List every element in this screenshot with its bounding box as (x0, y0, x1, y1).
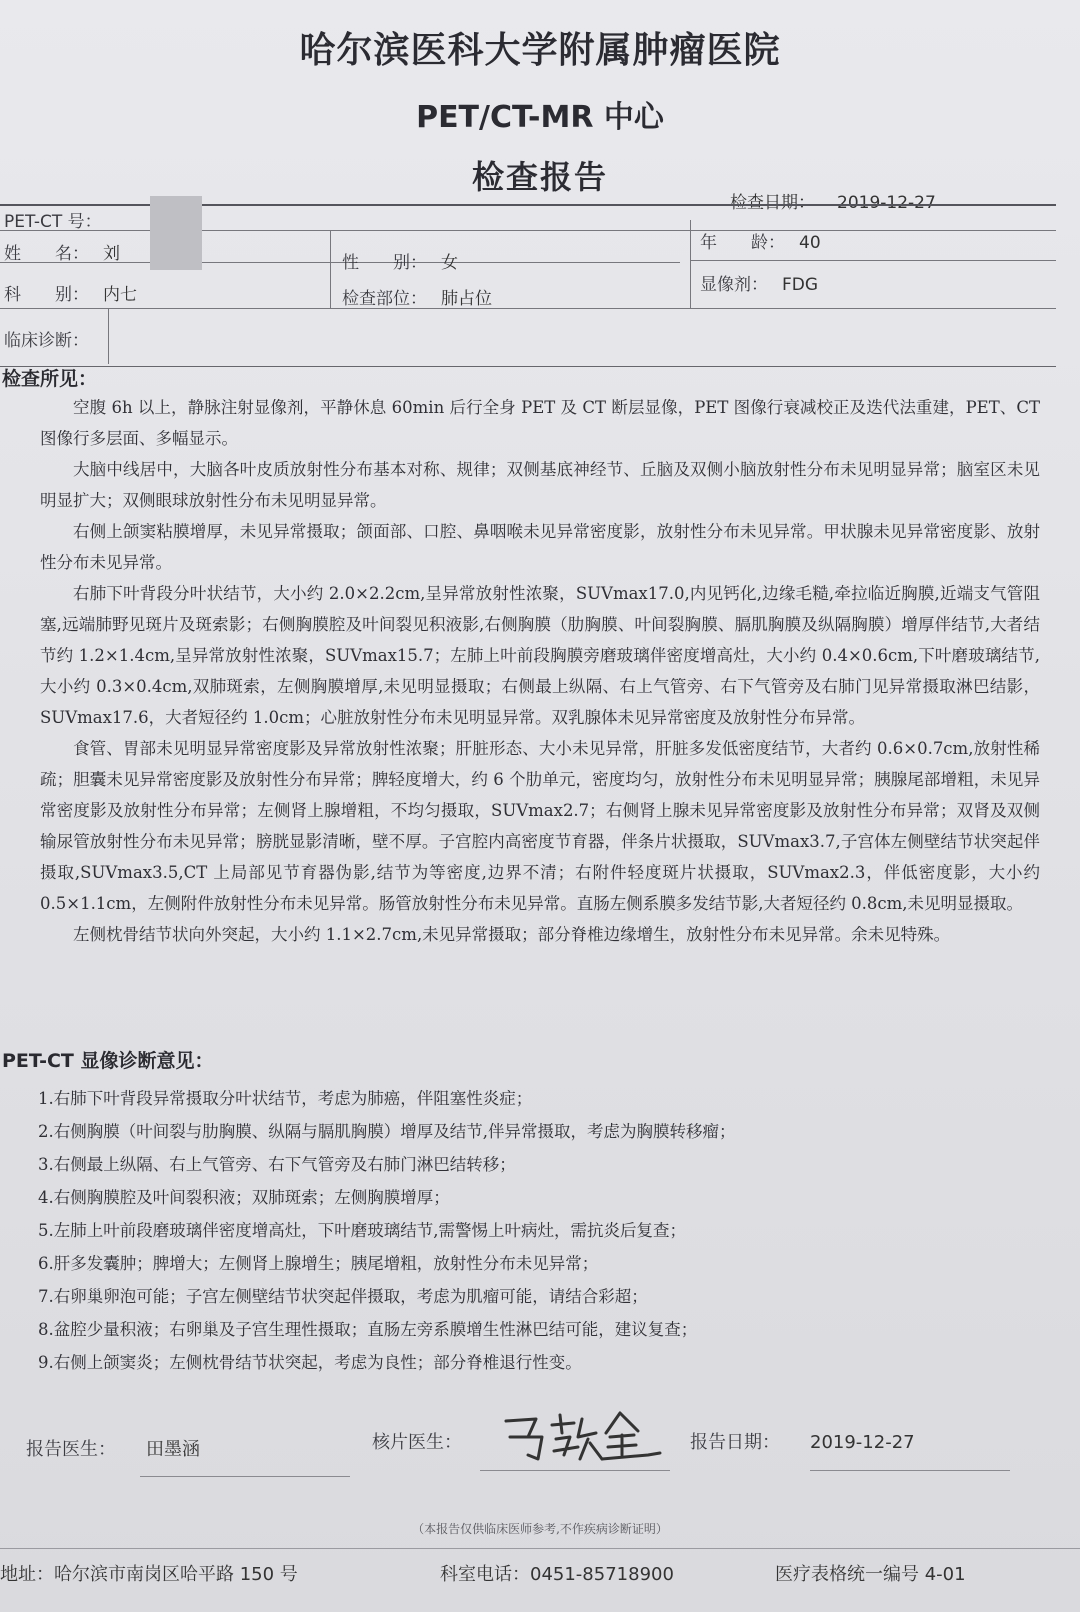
report-date-value: 2019-12-27 (810, 1432, 915, 1453)
diagnosis-item: 7.右卵巢卵泡可能；子宫左侧壁结节状突起伴摄取，考虑为肌瘤可能，请结合彩超； (38, 1287, 648, 1306)
name-field (4, 239, 120, 264)
reviewer-label: 核片医生： (372, 1432, 462, 1453)
findings-paragraph: 空腹 6h 以上，静脉注射显像剂，平静休息 60min 后行全身 PET 及 CT 断层显像，PET 图像行衰减校正及迭代法重建，PET、CT 图像行多层面、多幅显示。 (40, 398, 1040, 448)
findings-paragraph: 食管、胃部未见明显异常密度影及异常放射性浓聚；肝脏形态、大小未见异常，肝脏多发低密度结节，大者约 0.6×0.7cm,放射性稀疏；胆囊未见异常密度影及放射性分布异常；脾轻度增大，约 6 个肋单元，密度均匀，放射性分布未见明显异常；胰腺尾部增粗，未见异常密度影及放射性分布异常；左侧肾上腺增粗，不均匀摄取，SUVmax2.7；右侧肾上腺未见异常密度影及放射性分布异常；双肾及双侧输尿管放射性分布未见异常；膀胱显影清晰，壁不厚。子宫腔内高密度节育器，伴条片状摄取，SUVmax3.7,子宫体左侧壁结节状突起伴摄取,SUVmax3.5,CT 上局部见节育器伪影,结节为等密度,边界不清；右附件轻度斑片状摄取，SUVmax2.3，伴低密度影，大小约 0.5×1.1cm，左侧附件放射性分布未见异常。肠管放射性分布未见异常。直肠左侧系膜多发结节影,大者短径约 0.8cm,未见明显摄取。 (40, 739, 1040, 913)
footer-form-number: 医疗表格统一编号 4-01 (775, 1564, 966, 1585)
diagnosis-item: 2.右侧胸膜（叶间裂与肋胸膜、纵隔与膈肌胸膜）增厚及结节,伴异常摄取，考虑为胸膜转移瘤； (38, 1122, 736, 1141)
diagnosis-item: 5.左肺上叶前段磨玻璃伴密度增高灶，下叶磨玻璃结节,需警惕上叶病灶，需抗炎后复查； (38, 1221, 686, 1240)
reviewer-field (372, 1428, 462, 1454)
tracer-value: FDG (782, 275, 819, 295)
footer-phone: 科室电话：0451-85718900 (440, 1564, 674, 1585)
exam-site-value: 肺占位 (441, 289, 492, 309)
footer-address: 地址：哈尔滨市南岗区哈平路 150 号 (0, 1564, 298, 1585)
table-rule (108, 308, 109, 364)
table-rule (690, 220, 691, 308)
redaction-mark (150, 196, 202, 270)
gender-field (342, 248, 458, 273)
reporter-label: 报告医生： (26, 1439, 116, 1460)
reviewer-signature (498, 1403, 668, 1473)
reporter-field (26, 1435, 200, 1461)
hospital-name: 哈尔滨医科大学附属肿瘤医院 (299, 29, 781, 71)
footer-rule (0, 1548, 1080, 1549)
tracer-label: 显像剂： (700, 275, 768, 295)
clinical-diagnosis-field (4, 326, 89, 351)
findings-paragraph: 右肺下叶背段分叶状结节，大小约 2.0×2.2cm,呈异常放射性浓聚，SUVmax17.0,内见钙化,边缘毛糙,牵拉临近胸膜,近端支气管阻塞,远端肺野见斑片及斑索影；右侧胸膜腔及叶间裂见积液影,右侧胸膜（肋胸膜、叶间裂胸膜、膈肌胸膜及纵隔胸膜）增厚伴结节,大者结节约 1.2×1.4cm,呈异常放射性浓聚，SUVmax15.7；左肺上叶前段胸膜旁磨玻璃伴密度增高灶，大小约 0.4×0.6cm,下叶磨玻璃结节,大小约 0.3×0.4cm,双肺斑索，左侧胸膜增厚,未见明显摄取；右侧最上纵隔、右上气管旁、右下气管旁及右肺门见异常摄取淋巴结影，SUVmax17.6，大者短径约 1.0cm；心脏放射性分布未见明显异常。双乳腺体未见异常密度及放射性分布异常。 (40, 584, 1040, 727)
exam-date-value: 2019-12-27 (837, 193, 936, 213)
report-date-field (690, 1428, 915, 1454)
table-rule (690, 260, 1056, 261)
pet-ct-number (4, 207, 102, 232)
gender-label: 性 别： (342, 253, 427, 273)
reporter-underline (140, 1476, 350, 1477)
age-label: 年 龄： (700, 233, 785, 253)
clinical-diagnosis-label: 临床诊断： (4, 331, 89, 351)
diagnosis-item: 9.右侧上颌窦炎；左侧枕骨结节状突起，考虑为良性；部分脊椎退行性变。 (38, 1353, 582, 1372)
diagnosis-item: 3.右侧最上纵隔、右上气管旁、右下气管旁及右肺门淋巴结转移； (38, 1155, 516, 1174)
diagnosis-item: 8.盆腔少量积液；右卵巢及子宫生理性摄取；直肠左旁系膜增生性淋巴结可能，建议复查； (38, 1320, 698, 1339)
name-label: 姓 名： (4, 244, 89, 264)
reviewer-underline (480, 1470, 670, 1471)
diagnosis-item: 1.右肺下叶背段异常摄取分叶状结节，考虑为肺癌，伴阻塞性炎症； (38, 1089, 533, 1108)
exam-site-field (342, 284, 492, 309)
report-date-label: 报告日期： (690, 1432, 780, 1453)
table-rule (0, 308, 1056, 309)
age-field (700, 228, 821, 253)
findings-body (40, 392, 1040, 950)
age-value: 40 (799, 233, 821, 253)
diagnosis-item: 6.肝多发囊肿；脾增大；左侧肾上腺增生；胰尾增粗，放射性分布未见异常； (38, 1254, 599, 1273)
gender-value: 女 (441, 253, 458, 273)
department-label: 科 别： (4, 285, 89, 305)
disclaimer-note: （本报告仅供临床医师参考,不作疾病诊断证明） (412, 1522, 668, 1536)
department-field (4, 280, 137, 305)
report-date-underline (810, 1470, 1010, 1471)
department-value: 内七 (103, 285, 137, 305)
diagnosis-heading: PET-CT 显像诊断意见： (2, 1050, 214, 1072)
center-name: PET/CT-MR 中心 (416, 100, 664, 135)
report-title: 检查报告 (471, 158, 608, 196)
diagnosis-item: 4.右侧胸膜腔及叶间裂积液；双肺斑索；左侧胸膜增厚； (38, 1188, 450, 1207)
tracer-field (700, 270, 818, 295)
findings-heading: 检查所见： (2, 368, 98, 390)
table-rule (330, 230, 331, 308)
exam-date-label: 检查日期： (730, 193, 815, 213)
pet-ct-number-label: PET-CT 号： (4, 212, 102, 232)
handwritten-signature (498, 1403, 668, 1473)
findings-paragraph: 右侧上颌窦粘膜增厚，未见异常摄取；颌面部、口腔、鼻咽喉未见异常密度影，放射性分布未见异常。甲状腺未见异常密度影、放射性分布未见异常。 (40, 522, 1040, 572)
diagnosis-list (38, 1082, 1048, 1379)
findings-paragraph: 大脑中线居中，大脑各叶皮质放射性分布基本对称、规律；双侧基底神经节、丘脑及双侧小脑放射性分布未见明显异常；脑室区未见明显扩大；双侧眼球放射性分布未见明显异常。 (40, 460, 1040, 510)
reporter-value: 田墨涵 (146, 1439, 200, 1460)
name-value: 刘 (103, 244, 120, 264)
findings-paragraph: 左侧枕骨结节状向外突起，大小约 1.1×2.7cm,未见异常摄取；部分脊椎边缘增生，放射性分布未见异常。余未见特殊。 (73, 925, 951, 944)
exam-site-label: 检查部位： (342, 289, 427, 309)
